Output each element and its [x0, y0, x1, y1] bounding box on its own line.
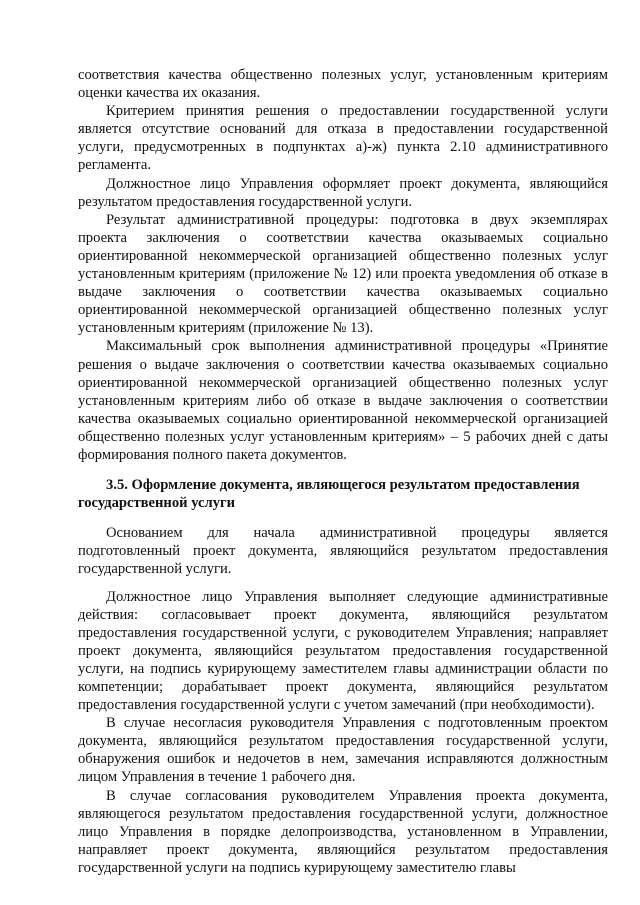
paragraph-4: Результат административной процедуры: подготовка в двух экземплярах проекта заключения о соответствии качества оказываемых социально ориентированной некоммерческой организацией общественно полезных услуг установленным критериям (приложение № 12) или проекта уведомления об отказе в выдаче заключения о соответствии качества оказываемых социально ориентированной некоммерческой организацией общественно полезных услуг установленным критериям (приложение № 13).	[78, 211, 608, 337]
paragraph-3: Должностное лицо Управления оформляет проект документа, являющийся результатом предоставления государственной услуги.	[78, 175, 608, 210]
document-page	[78, 66, 608, 877]
paragraph-5: Максимальный срок выполнения административной процедуры «Принятие решения о выдаче заключения о соответствии качества оказываемых социально ориентированной некоммерческой организацией общественно полезных услуг установленным критериям либо об отказе в выдаче заключения о соответствии качества оказываемых социально ориентированной некоммерческой организацией общественно полезных услуг установленным критериям» – 5 рабочих дней с даты формирования полного пакета документов.	[78, 338, 608, 463]
section-paragraph-2: Должностное лицо Управления выполняет следующие административные действия: согласовывает проект документа, являющийся результатом предоставления государственной услуги, с руководителем Управления; направляет проект документа, являющийся результатом предоставления государственной услуги, на подпись курирующему заместителем главы администрации области по компетенции; дорабатывает проект документа, являющийся результатом предоставления государственной услуги с учетом замечаний (при необходимости).	[78, 588, 608, 714]
section-paragraph-1: Основанием для начала административной процедуры является подготовленный проект документа, являющийся результатом предоставления государственной услуги.	[78, 525, 608, 578]
section-paragraph-4: В случае согласования руководителем Управления проекта документа, являющегося результатом предоставления государственной услуги, должностное лицо Управления в порядке делопроизводства, установленном в Управлении, направляет проект документа, являющийся результатом предоставления государственной услуги на подпись курирующему заместителю главы	[78, 787, 608, 876]
paragraph-2: Критерием принятия решения о предоставлении государственной услуги является отсутствие оснований для отказа в предоставлении государственной услуги, предусмотренных в подпунктах а)-ж) пункта 2.10 административного регламента.	[78, 103, 608, 174]
section-paragraph-3: В случае несогласия руководителя Управления с подготовленным проектом документа, являющийся результатом предоставления государственной услуги, обнаружения ошибок и недочетов в нем, замечания исправляются должностным лицом Управления в течение 1 рабочего дня.	[78, 715, 608, 786]
section-heading: 3.5. Оформление документа, являющегося результатом предоставления государственной услуги	[78, 477, 580, 512]
paragraph-1: соответствия качества общественно полезных услуг, установленным критериям оценки качества их оказания.	[78, 67, 608, 102]
